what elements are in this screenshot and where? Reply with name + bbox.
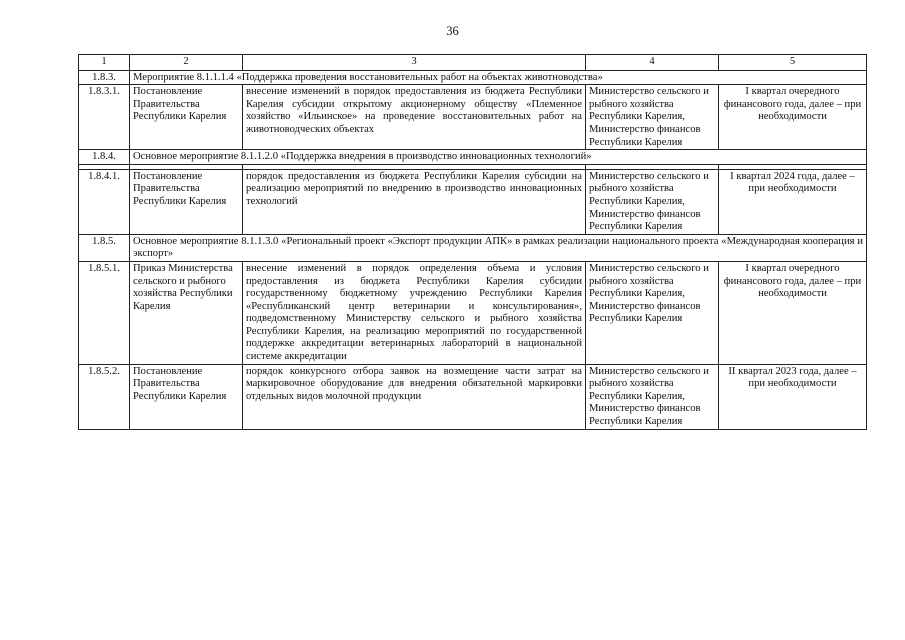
responsible-executor: Министерство сельского и рыбного хозяйства Республики Карелия, Министерство финансов Республики Карелия (586, 261, 719, 364)
section-row (79, 70, 867, 85)
deadline: I квартал 2024 года, далее – при необходимости (719, 169, 867, 234)
row-number: 1.8.5.1. (79, 261, 130, 364)
column-header-row (79, 55, 867, 71)
measure-content: внесение изменений в порядок предоставления из бюджета Республики Карелия субсидии открытому акционерному обществу «Племенное хозяйство «Ильинское» на проведение восстановительных работ на животноводческих объектах (243, 85, 586, 150)
column-header-2: 2 (130, 55, 243, 71)
deadline: I квартал очередного финансового года, далее – при необходимости (719, 85, 867, 150)
section-title: Основное мероприятие 8.1.1.3.0 «Региональный проект «Экспорт продукции АПК» в рамках реализации национального проекта «Международная кооперация и экспорт» (130, 234, 867, 261)
section-title: Мероприятие 8.1.1.1.4 «Поддержка проведения восстановительных работ на объектах животноводства» (130, 70, 867, 85)
table-row (79, 169, 867, 234)
table-row (79, 364, 867, 429)
column-header-5: 5 (719, 55, 867, 71)
responsible-executor: Министерство сельского и рыбного хозяйства Республики Карелия, Министерство финансов Республики Карелия (586, 85, 719, 150)
section-row (79, 150, 867, 165)
measure-content: порядок предоставления из бюджета Республики Карелия субсидии на реализацию мероприятий по внедрению в производство инновационных технологий (243, 169, 586, 234)
column-header-3: 3 (243, 55, 586, 71)
measure-content: порядок конкурсного отбора заявок на возмещение части затрат на маркировочное оборудование для внедрения обязательной маркировки отдельных видов молочной продукции (243, 364, 586, 429)
measures-table (78, 54, 867, 430)
column-header-4: 4 (586, 55, 719, 71)
section-number: 1.8.3. (79, 70, 130, 85)
table-row (79, 85, 867, 150)
document-type: Постановление Правительства Республики Карелия (130, 364, 243, 429)
document-type: Постановление Правительства Республики Карелия (130, 85, 243, 150)
section-row (79, 234, 867, 261)
section-title: Основное мероприятие 8.1.1.2.0 «Поддержка внедрения в производство инновационных технологий» (130, 150, 867, 165)
responsible-executor: Министерство сельского и рыбного хозяйства Республики Карелия, Министерство финансов Республики Карелия (586, 169, 719, 234)
responsible-executor: Министерство сельского и рыбного хозяйства Республики Карелия, Министерство финансов Республики Карелия (586, 364, 719, 429)
row-number: 1.8.4.1. (79, 169, 130, 234)
document-type: Постановление Правительства Республики Карелия (130, 169, 243, 234)
section-number: 1.8.5. (79, 234, 130, 261)
document-type: Приказ Министерства сельского и рыбного хозяйства Республики Карелия (130, 261, 243, 364)
page-number: 36 (446, 24, 459, 38)
section-number: 1.8.4. (79, 150, 130, 165)
row-number: 1.8.5.2. (79, 364, 130, 429)
deadline: I квартал очередного финансового года, далее – при необходимости (719, 261, 867, 364)
measure-content: внесение изменений в порядок определения объема и условия предоставления из бюджета Республики Карелия субсидии государственному бюджетному учреждению Республики Карелия «Республиканский центр ветеринарии и консультирования», подведомственному Министерству сельского и рыбного хозяйства Республики Карелия, на реализацию мероприятий по государственной поддержке аккредитации ветеринарных лабораторий в национальной системе аккредитации (243, 261, 586, 364)
row-number: 1.8.3.1. (79, 85, 130, 150)
deadline: II квартал 2023 года, далее – при необходимости (719, 364, 867, 429)
table-row (79, 261, 867, 364)
column-header-1: 1 (79, 55, 130, 71)
